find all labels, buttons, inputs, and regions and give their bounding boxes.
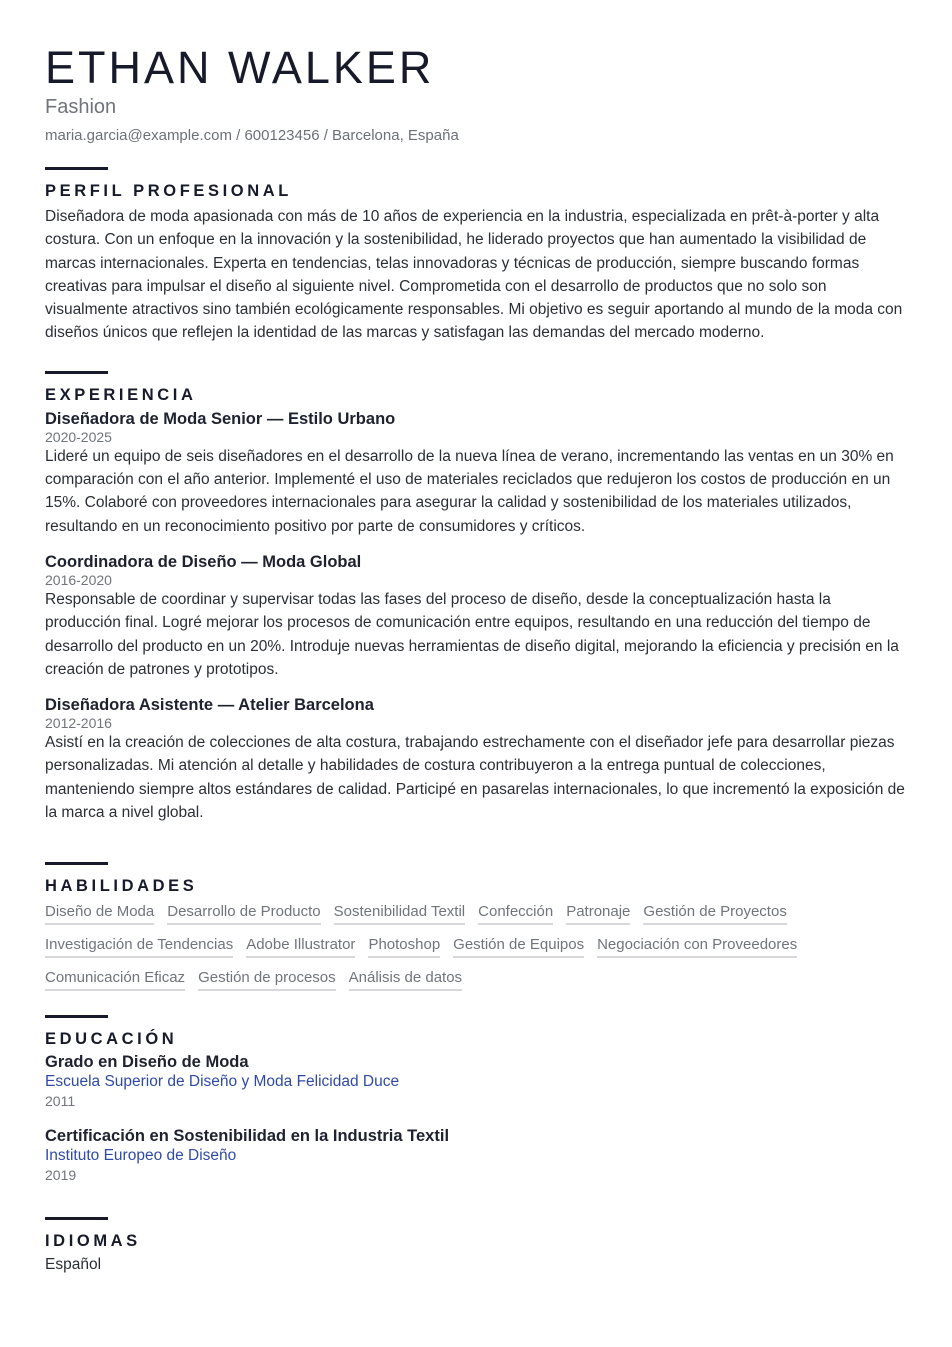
- skills-section: [45, 862, 907, 991]
- skill-tag: Diseño de Moda: [45, 902, 154, 925]
- section-divider: [45, 1217, 108, 1220]
- skill-tag: Gestión de Equipos: [453, 935, 584, 958]
- section-title: EXPERIENCIA: [45, 385, 197, 404]
- job-entry: [45, 409, 907, 538]
- candidate-name: ETHAN WALKER: [45, 42, 435, 93]
- education-degree: Certificación en Sostenibilidad en la Industria Textil: [45, 1127, 450, 1146]
- skill-tag: Sostenibilidad Textil: [334, 902, 465, 925]
- skill-tag: Análisis de datos: [349, 968, 462, 991]
- skill-tag: Negociación con Proveedores: [597, 935, 797, 958]
- profile-text: Diseñadora de moda apasionada con más de 10 años de experiencia en la industria, especializada en prêt-à-porter y alta costura. Con un enfoque en la innovación y la sostenibilidad, he liderado proyectos que han aumentado la visibilidad de marcas internacionales. Experta en tendencias, telas innovadoras y técnicas de producción, siempre buscando formas creativas para impulsar el diseño al siguiente nivel. Comprometida con el desarrollo de productos que no solo son visualmente atractivos sino también ecológicamente responsables. Mi objetivo es seguir aportando al mundo de la moda con diseños únicos que reflejen la identidad de las marcas y satisfagan las demandas del mercado moderno.: [45, 208, 903, 342]
- education-school: Instituto Europeo de Diseño: [45, 1147, 237, 1165]
- section-title: PERFIL PROFESIONAL: [45, 182, 292, 200]
- section-divider: [45, 167, 108, 170]
- section-title: IDIOMAS: [45, 1232, 141, 1251]
- education-section: [45, 1015, 907, 1185]
- skill-tag: Comunicación Eficaz: [45, 968, 185, 991]
- job-entry: [45, 695, 907, 824]
- skill-tag: Desarrollo de Producto: [167, 902, 320, 925]
- job-entry: [45, 552, 907, 681]
- language-item: Español: [45, 1256, 102, 1274]
- education-degree: Grado en Diseño de Moda: [45, 1053, 249, 1072]
- skill-tag: Confección: [478, 902, 553, 925]
- contact-info: maria.garcia@example.com / 600123456 / Barcelona, España: [45, 127, 459, 144]
- job-description: Responsable de coordinar y supervisar todas las fases del proceso de diseño, desde la conceptualización hasta la producción final. Logré mejorar los procesos de comunicación entre equipos, resultando en una reducción del tiempo de desarrollo del producto en un 20%. Introduje nuevas herramientas de diseño digital, mejorando la eficiencia y precisión en la creación de patrones y prototipos.: [45, 590, 899, 678]
- education-entry: [45, 1127, 907, 1185]
- job-dates: 2012-2016: [45, 715, 112, 732]
- education-school: Escuela Superior de Diseño y Moda Felicidad Duce: [45, 1073, 400, 1091]
- section-divider: [45, 371, 108, 374]
- skills-list: [45, 900, 907, 991]
- job-title: Diseñadora de Moda Senior — Estilo Urbano: [45, 409, 396, 428]
- job-dates: 2020-2025: [45, 428, 112, 445]
- section-title: EDUCACIÓN: [45, 1030, 178, 1049]
- candidate-role: Fashion: [45, 96, 117, 118]
- skill-tag: Investigación de Tendencias: [45, 935, 233, 958]
- education-entry: [45, 1053, 907, 1111]
- languages-section: [45, 1217, 907, 1275]
- section-divider: [45, 862, 108, 865]
- education-year: 2019: [45, 1167, 77, 1184]
- skill-tag: Patronaje: [566, 902, 630, 925]
- job-title: Coordinadora de Diseño — Moda Global: [45, 552, 362, 571]
- job-description: Lideré un equipo de seis diseñadores en el desarrollo de la nueva línea de verano, incrementando las ventas en un 30% en comparación con el año anterior. Implementé el uso de materiales reciclados que redujeron los costos de producción en un 15%. Colaboré con proveedores internacionales para asegurar la calidad y sostenibilidad de los materiales utilizados, resultando en un reconocimiento positivo por parte de consumidores y críticos.: [45, 447, 894, 535]
- job-dates: 2016-2020: [45, 571, 112, 588]
- skill-tag: Photoshop: [368, 935, 440, 958]
- experience-section: [45, 371, 907, 825]
- section-divider: [45, 1015, 108, 1018]
- skill-tag: Adobe Illustrator: [246, 935, 355, 958]
- resume-header: [45, 42, 907, 146]
- job-description: Asistí en la creación de colecciones de alta costura, trabajando estrechamente con el diseñador jefe para desarrollar piezas personalizadas. Mi atención al detalle y habilidades de costura contribuyeron a la entrega puntual de colecciones, manteniendo siempre altos estándares de calidad. Participé en pasarelas internacionales, lo que incrementó la exposición de la marca a nivel global.: [45, 734, 905, 822]
- profile-section: [45, 167, 907, 345]
- education-year: 2011: [45, 1093, 76, 1110]
- skill-tag: Gestión de procesos: [198, 968, 336, 991]
- skill-tag: Gestión de Proyectos: [643, 902, 786, 925]
- section-title: HABILIDADES: [45, 877, 198, 896]
- job-title: Diseñadora Asistente — Atelier Barcelona: [45, 696, 374, 715]
